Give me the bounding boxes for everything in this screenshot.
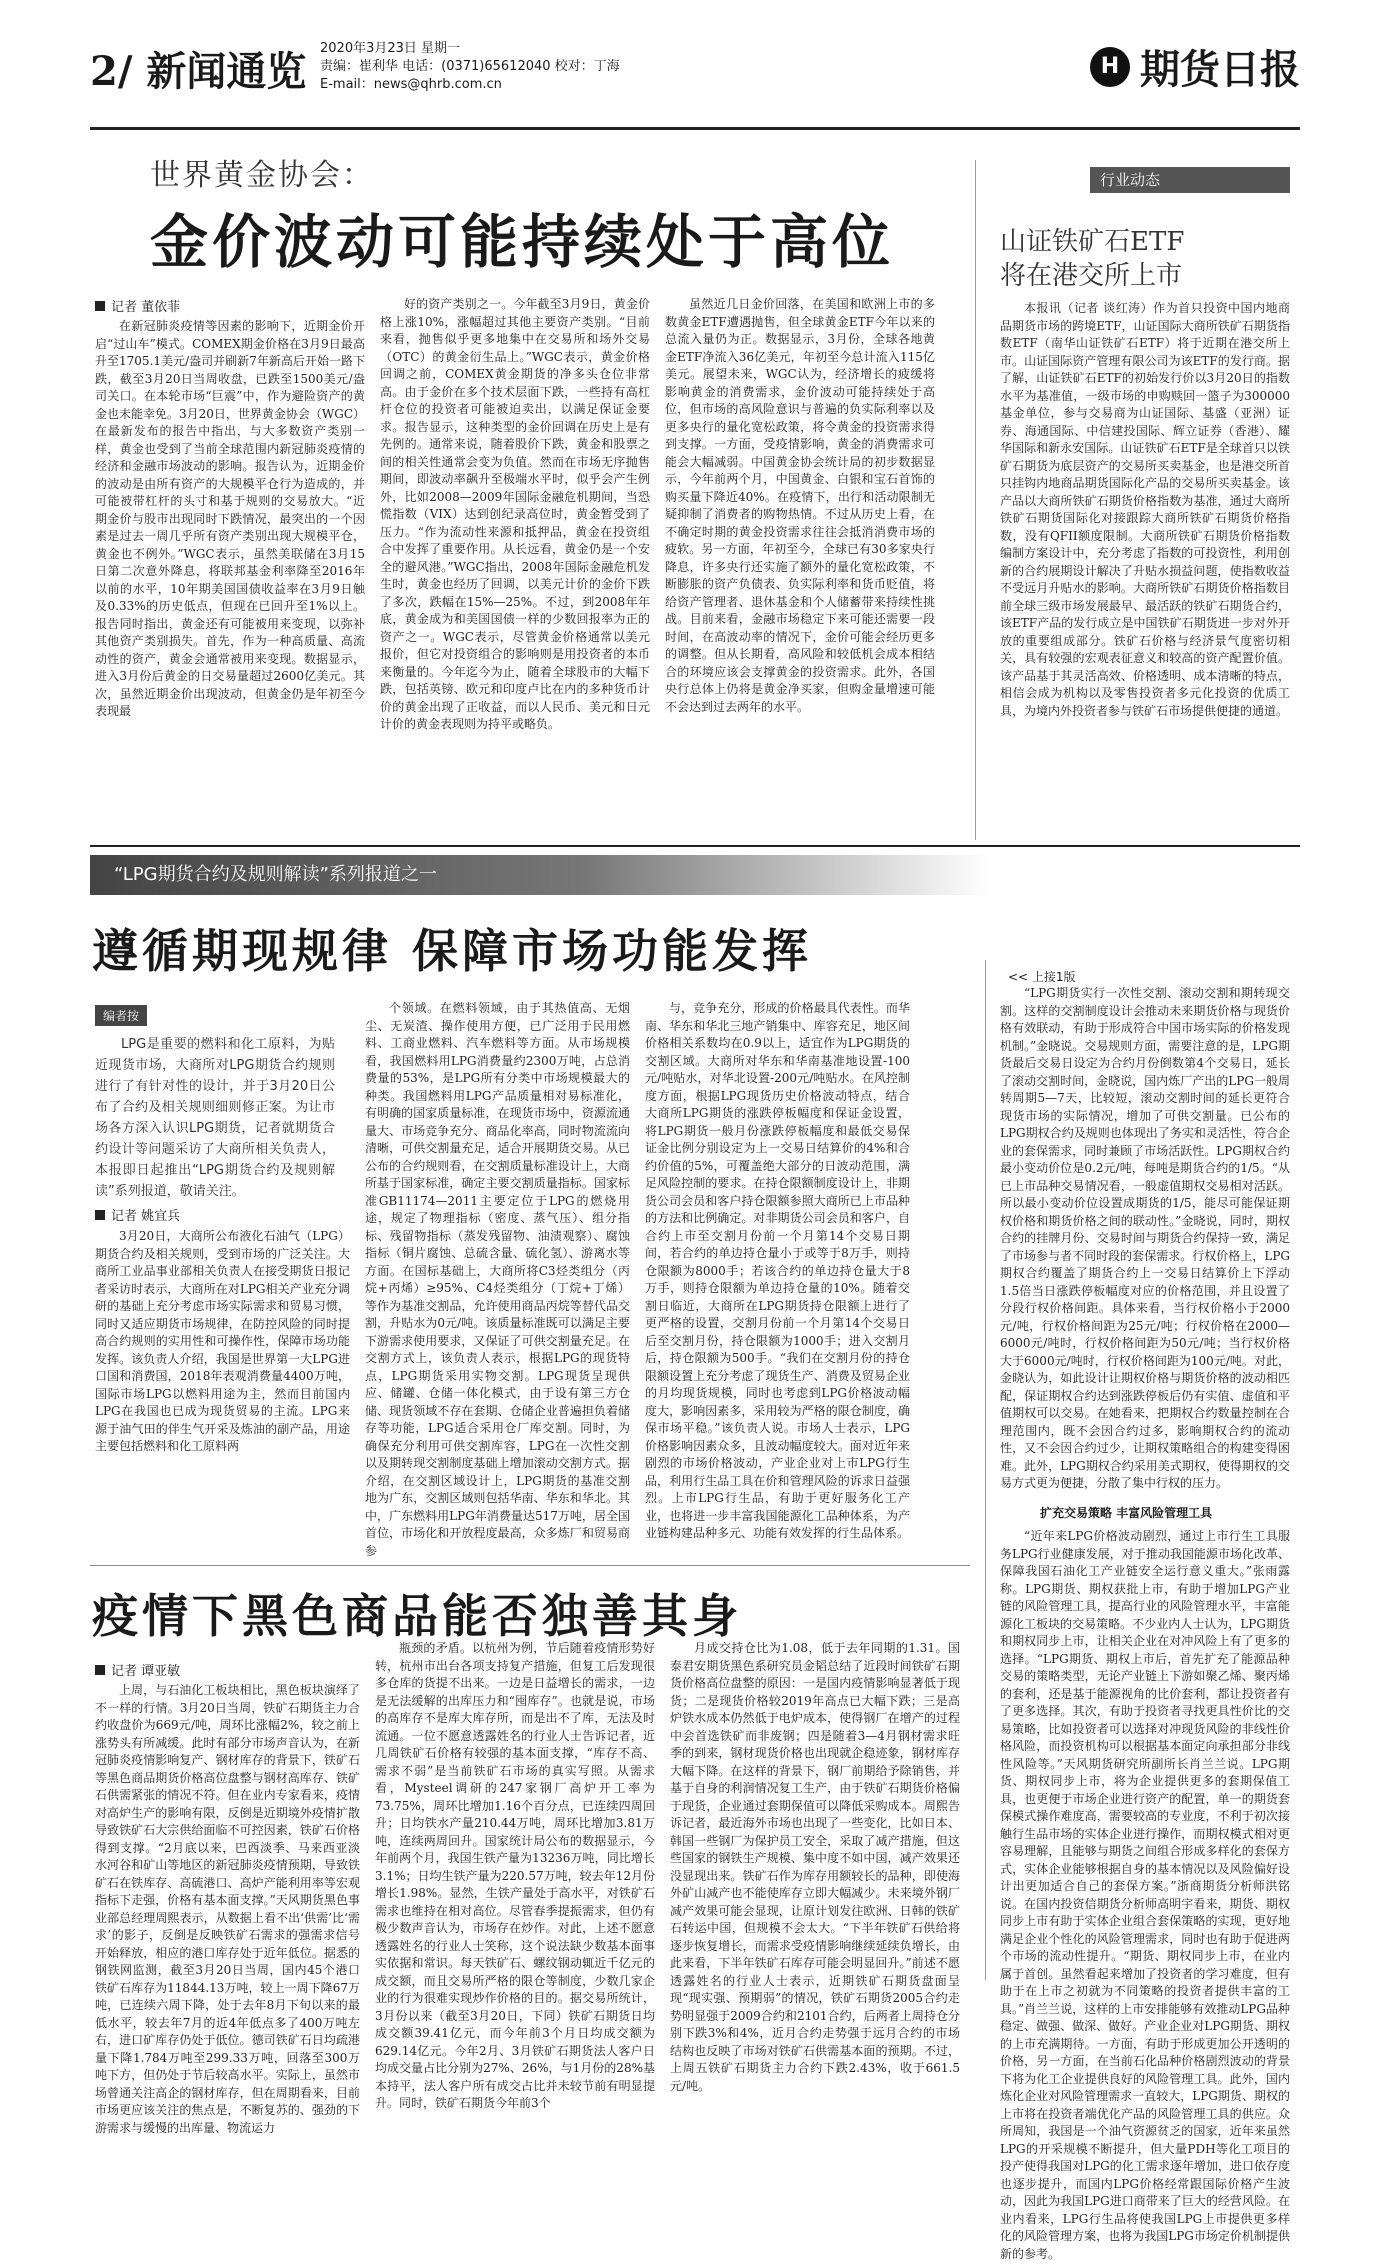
article1-headline: 金价波动可能持续处于高位 <box>150 208 895 276</box>
article2-column-4: “LPG期货实行一次性交割、滚动交割和期转现交割。这样的交割制度设计会推动未来期货价格与现货价格有效联动，有助于形成符合中国市场实际的价格发现机制。”金晓说。交易规则方面，需要注意的是，LPG期货最后交易日设定为合约月份倒数第4个交易日，延长了滚动交割时间，金晓说，国内炼厂产出的LPG一般周转周期5—7天，比较短，滚动交割时间的延长更符合现货市场的实际情况，增加了可供交割量。已公布的LPG期权合约及规则也体现出了务实和灵活性，符合企业的套保需求，同时兼顾了市场活跃性。LPG期权合约最小变动价位是0.2元/吨，每吨是期货合约的1/5。“从已上市品种交易情况看，一般虚值期权交易相对活跃。所以最小变动价位设置成期货的1/5，能尽可能保证期权价格和期货价格之间的联动性。”金晓说，同时，期权合约的挂牌月份、交易时间与期货合约保持一致，满足了市场参与者不同时段的套保需求。行权价格上，LPG期权合约覆盖了期货合约上一交易日结算价上下浮动1.5倍当日涨跌停板幅度对应的价格范围，并且设置了分段行权价格间距。具体来看，当行权价格小于2000元/吨，行权价格间距为25元/吨；行权价格在2000—6000元/吨时，行权价格间距为50元/吨；当行权价格大于6000元/吨时，行权价格间距为100元/吨。对此，金晓认为，如此设计让期权价格与期货价格的波动相匹配，保证期权合约达到涨跌停板后仍有实值、虚值和平值期权可以交易。在她看来，把期权合约数量控制在合理范围内，既不会因合约过多，影响期权合约的流动性，又不会因合约过少，让期权策略组合的构建变得困难。此外，LPG期权合约采用美式期权，使得期权的交易方式更为便捷，分散了集中行权的压力。 <box>1000 986 1290 1490</box>
continued-from-page-1: << 上接1版 <box>1008 970 1076 984</box>
sidebar-title: 山证铁矿石ETF 将在港交所上市 <box>1000 227 1185 291</box>
article1-column-2: 好的资产类别之一。今年截至3月9日，黄金价格上涨10%，涨幅超过其他主要资产类别。“目前来看，抛售似乎更多地集中在交易所和场外交易（OTC）的黄金衍生品上。”WGC表示，黄金价格回调之前，COMEX黄金期货的净多头仓位非常高。由于金价在多个技术层面下跌，一些持有高杠杆仓位的投资者可能被迫卖出，以满足保证金要求。报告显示，这种类型的金价回调在历史上是有先例的。通常来说，随着股价下跌，黄金和股票之间的相关性通常会变为负值。然而在市场无序抛售期间，即波动率飙升至极端水平时，似乎会产生例外，比如2008—2009年国际金融危机期间，当恐慌指数（VIX）达到创纪录高位时，黄金暂受到了压力。“作为流动性来源和抵押品，黄金在投资组合中发挥了重要作用。从长远看，黄金仍是一个安全的避风港。”WGC指出，2008年国际金融危机发生时，黄金也经历了回调，以美元计价的金价下跌了多次，跌幅在15%—25%。不过，到2008年年底，黄金成为和美国国债一样的少数回报率为正的资产之一。WGC表示，尽管黄金价格通常以美元报价，但它对投资组合的影响则是用投资者的本币来衡量的。今年迄今为止，随着全球股市的大幅下跌，包括英镑、欧元和印度卢比在内的多种货币计价的黄金出现了正收益，而以人民币、美元和日元计价的黄金表现则为持平或略负。 <box>380 297 650 731</box>
article3-headline: 疫情下黑色商品能否独善其身 <box>92 1589 742 1643</box>
article2-column-5: “近年来LPG价格波动剧烈，通过上市行生工具服务LPG行业健康发展，对于推动我国能源市场化改革、保障我国石油化工产业链安全运行意义重大。”张雨露称。LPG期货、期权获批上市，有助于增加LPG产业链的风险管理工具，提高行业的风险管理水平，丰富能源化工板块的交易策略。不少业内人士认为，LPG期货和期权同步上市，让相关企业在对冲风险上有了更多的选择。“LPG期货、期权上市后，首先扩充了能源品种交易的策略类型，无论产业链上下游如聚乙烯、聚丙烯的套利，还是基于能源视角的比价套利，都让投资者有了更多选择。其次，有助于投资者寻找更具性价比的交易策略，比如投资者可以选择对冲现货风险的非线性价格风险，而投资机构可以根据基本面定向承担部分非线性风险等。”天风期货研究所副所长肖兰兰说。LPG期货、期权同步上市，将为企业提供更多的套期保值工具，也更便于市场企业进行资产的配置，单一的期货套保模式操作难度高，需要较高的专业度，不利于初次接触行生品市场的实体企业进行操作，而期权模式相对更容易理解，且能够与期货之间组合形成多样化的套保方式，实体企业能够根据自身的基本情况以及风险偏好设计出更加适合自己的套保方案。”浙商期货分析师洪铭说。在国内投资信期货分析师高明宇看来，期货、期权同步上市有助于实体企业组合套保策略的实现，更好地满足企业个性化的风险管理需求，同时也有助于促进两个市场的流动性提升。“期货、期权同步上市，在业内属于首创。虽然看起来增加了投资者的学习难度，但有助于在上市之初就为不同策略的投资者提供丰富的工具。”肖兰兰说，这样的上市安排能够有效推动LPG品种稳定、做强、做深、做好。产业企业对LPG期货、期权的上市充满期待。一方面，有助于形成更加公开透明的价格，另一方面，在当前石化品种价格剧烈波动的背景下将为化工企业提供良好的风险管理工具。此外，国内炼化企业对风险管理需求一直较大，LPG期货、期权的上市将在投资者端优化产品的风险管理工具的供应。众所周知，我国是一个油气资源贫乏的国家，近年来虽然LPG的开采规模不断提升，但大量PDH等化工项目的投产使得我国对LPG的化工需求逐年增加，进口依存度也逐步提升，而国内LPG价格经常跟国际价格产生波动，因此为我国LPG进口商带来了巨大的经营风险。在业内看来，LPG行生品将使我国LPG上市提供更多样化的风险管理方案，也将为我国LPG市场定价机制提供新的参考。 <box>1000 1529 1290 2261</box>
page-section-label: 2/ 新闻通览 <box>90 48 307 95</box>
article1-kicker: 世界黄金协会： <box>150 158 374 193</box>
logo-mark-icon: H <box>1090 47 1130 87</box>
section-rule <box>90 845 1300 847</box>
paper-logo <box>1090 38 1300 95</box>
sidebar-divider <box>975 160 976 840</box>
right-column-divider <box>985 960 986 1980</box>
article2-byline: 记者 姚宜兵 <box>95 1205 180 1224</box>
editor-tag: 编者按 <box>95 1005 147 1026</box>
article1-column-1: 在新冠肺炎疫情等因素的影响下，近期金价开启“过山车”模式。COMEX期金价格在3月9日最高升至1705.1美元/盎司并刷新7年新高后开始一路下跌，截至3月20日当周收盘，已跌至1500美元/盎司关口。在本轮市场“巨震”中，作为避险资产的黄金也未能幸免。3月20日，世界黄金协会（WGC）在最新发布的报告中指出，与大多数资产类别一样，黄金也受到了当前全球范围内新冠肺炎疫情的经济和金融市场波动的影响。报告认为，近期金价的波动是由所有资产的大规模平仓行为造成的，并可能被带杠杆的头寸和基于规则的交易放大。“近期金价与股市出现同时下跌情况，最突出的一个因素是过去一周几乎所有资产类别出现大规模平仓，黄金也不例外。”WGC表示，虽然美联储在3月15日第二次意外降息，将联邦基金利率降至2016年以前的水平，10年期美国国债收益率在3月9日触及0.33%的历史低点，但现在已回升至1%以上。报告同时指出，黄金还有可能被用来变现，以弥补其他资产类别损失。首先，作为一种高质量、高流动性的资产，黄金会通常被用来变现。数据显示，进入3月份后黄金的日交易量超过2600亿美元。其次，虽然近期金价出现波动，但黄金仍是年初至今表现最 <box>95 319 366 718</box>
article3-top-rule <box>90 1565 970 1566</box>
editor-note-box <box>95 1005 335 1199</box>
email-line: E-mail：news@qhrb.com.cn <box>320 77 502 92</box>
article1-column-3: 虽然近几日金价回落，在美国和欧洲上市的多数黄金ETF遭遇抛售，但全球黄金ETF今年以来的总流入量仍为正。数据显示，3月份，全球各地黄金ETF净流入36亿美元，年初至今总计流入115亿美元。展望未来，WGC认为，经济增长的疲缓将影响黄金的消费需求，金价波动可能持续处于高位，但市场的高风险意识与普遍的负实际利率以及更多央行的量化宽松政策，将令黄金的投资需求得到支撑。一方面，受疫情影响，黄金的消费需求可能会大幅减弱。中国黄金协会统计局的初步数据显示，今年前两个月，中国黄金、白银和宝石首饰的购买量下降近40%。在疫情下，出行和活动限制无疑抑制了消费者的购物热情。不过从历史上看，在不确定时期的黄金投资需求往往会抵消消费市场的疲软。另一方面，年初至今，全球已有30多家央行降息，许多央行还实施了额外的量化宽松政策，不断膨胀的资产负债表、负实际利率和货币贬值，将给资产管理者、退休基金和个人储蓄带来持续性挑战。目前来看，金融市场稳定下来可能还需要一段时间，在高波动率的情况下，金价可能会经历更多的调整。但从长期看，高风险和较低机会成本相结合的环境应该会支撑黄金的投资需求。此外，各国央行总体上仍将是黄金净买家，但购金量增速可能不会达到过去两年的水平。 <box>665 297 935 714</box>
series-banner: “LPG期货合约及规则解读”系列报道之一 <box>90 855 990 895</box>
article2-column-2: 个领域。在燃料领域，由于其热值高、无烟尘、无炭渣、操作使用方便，已广泛用于民用燃料、工商业燃料、汽车燃料等方面。从市场规模看，我国燃料用LPG消费量约2300万吨，占总消费量的53%，是LPG所有分类中市场规模最大的种类。我国燃料用LPG产品质量相对易标准化，有明确的国家质量标准，在现货市场中，资源流通量大、市场竞争充分、商品化率高，同时物流流向清晰，可供交割量充足，适合开展期货交易。从已公布的合约规则看，在交割质量标准设计上，大商所基于国家标准，确定主要交割质量指标。国家标准GB11174—2011主要定位于LPG的燃烧用途，规定了物理指标（密度、蒸气压）、组分指标、残留物指标（蒸发残留物、油渍观察）、腐蚀指标（铜片腐蚀、总硫含量、硫化氢）、游离水等方面。在国标基础上，大商所将C3烃类组分（丙烷+丙烯）≥95%、C4烃类组分（丁烷+丁烯）等作为基准交割品，允许使用商品丙烷等替代品交割，升贴水为0元/吨。该质量标准既可以满足主要下游需求使用要求，又保证了可供交割量充足。在交割方式上，该负责人表示，根据LPG的现货特点，LPG期货采用实物交割。LPG现货呈现供应、储罐、仓储一体化模式，由于设有第三方仓储、现货领域不存在套期、仓储企业普遍担负着储存等功能，LPG适合采用仓厂库交割。同时，为确保充分利用可供交割库容，LPG在一次性交割以及期转现交割制度基础上增加滚动交割方式。据介绍，在交割区域设计上，LPG期货的基准交割地为广东，交割区域则包括华南、华东和华北。其中，广东燃料用LPG年消费量达517万吨，居全国首位，市场化和开放程度最高，众多炼厂和贸易商参 <box>365 1001 630 1558</box>
section-name: 新闻通览 <box>146 48 307 95</box>
article3-column-3: 月成交持仓比为1.08，低于去年同期的1.31。国泰君安期货黑色系研究员金韬总结了近段时间铁矿石期货价格高位盘整的原因：一是国内疫情影响显著低于现货；二是现货价格较2019年高点已大幅下跌；三是高炉铁水成本仍然低于电炉成本，使得钢厂在增产的过程中会首选铁矿而非废钢；四是随着3—4月钢材需求旺季的到来，钢材现货价格也出现就企稳迹象，钢材库存大幅下降。在这样的背景下，钢厂前期给予除销售，并基于自身的利润情况复工生产，由于铁矿石期货价格偏于现货，企业通过套期保值可以降低采购成本。周熙告诉记者，最近海外市场也出现了一些变化，比如日本、韩国一些钢厂为保护员工安全，采取了减产措施，但这些国家的钢铁生产规模、集中度不如中国，减产效果还没显现出来。铁矿石作为库存用额较长的品种，即使海外矿山减产也不能使库存立即大幅减少。未来境外钢厂减产效果可能会显现，让原计划发往欧洲、日韩的铁矿石转运中国，但规模不会太大。“下半年铁矿石供给将逐步恢复增长，而需求受疫情影响继续延续负增长，由此来看，下半年铁矿石库存可能会明显回升。”前述不愿透露姓名的行业人士表示，近期铁矿石期货盘面呈现“现实强、预期弱”的情况，铁矿石期货2005合约走势明显强于2009合约和2101合约，后两者上周持仓分别下跌3%和4%，近月合约走势强于远月合约的市场结构也反映了市场对铁矿石供需基本面的预期。不过，上周五铁矿石期货主力合约下跌2.43%，收于661.5元/吨。 <box>670 1641 960 2093</box>
editor-note-text: LPG是重要的燃料和化工原料，为贴近现货市场，大商所对LPG期货合约规则进行了有针对性的设计，并于3月20日公布了合约及相关规则细则修正案。为让市场各方深入认识LPG期货，记者就期货合约设计等问题采访了大商所相关负责人，本报即日起推出“LPG期货合约及规则解读”系列报道，敬请关注。 <box>95 1037 335 1199</box>
article1-byline: 记者 董依菲 <box>95 296 180 315</box>
masthead <box>90 30 1300 130</box>
masthead-meta <box>320 40 620 94</box>
article3-byline: 记者 谭亚敏 <box>95 1660 180 1679</box>
article2-subhead: 扩充交易策略 丰富风险管理工具 <box>1040 1506 1213 1520</box>
article2-headline: 遵循期现规律 保障市场功能发挥 <box>92 924 813 978</box>
date-line: 2020年3月23日 星期一 <box>320 41 461 56</box>
sidebar-tag: 行业动态 <box>1090 167 1290 193</box>
article2-column-1: 3月20日，大商所公布液化石油气（LPG）期货合约及相关规则，受到市场的广泛关注。大商所工业品事业部相关负责人在接受期货日报记者采访时表示，大商所在对LPG相关产业充分调研的基础上充分考虑市场实际需求和贸易习惯，同时又适应期货市场规律，在防控风险的同时提高合约规则的实用性和可操作性，保障市场功能发挥。该负责人介绍，我国是世界第一大LPG进口国和消费国，2018年表观消费量4400万吨，国际市场LPG以燃料用途为主，然而目前国内LPG在我国也已成为现货贸易的主流。LPG来源于油气田的伴生气开采及炼油的副产品，用途主要包括燃料和化工原料两 <box>95 1229 350 1453</box>
paper-name: 期货日报 <box>1140 46 1300 93</box>
article3-column-1: 上周，与石油化工板块相比，黑色板块演绎了不一样的行情。3月20日当周，铁矿石期货主力合约收盘价为669元/吨，周环比涨幅2%，较之前上涨势头有所减缓。此时有部分市场声音认为，在新冠肺炎疫情影响复产、钢材库存的背景下，铁矿石等黑色商品期货价格高位盘整与钢材高库存、铁矿石供需紧张的情况不符。但在业内专家看来，疫情对高炉生产的影响有限，反倒是近期境外疫情扩散导致铁矿石大宗供给面临不可控因素，铁矿石价格得到支撑。“2月底以来，巴西淡季、马来西亚淡水河谷和矿山等地区的新冠肺炎疫情预期，导致铁矿石在铁库存、高硫港口、高炉产能利用率等宏观指标下走强，价格有基本面支撑。”天风期货黑色事业部总经理周熙表示，从数据上看不出‘供需’比‘需求’的影子，反倒是反映铁矿石需求的强需求信号开始释放，相应的港口库存处于近年低位。据悉的钢铁网监测，截至3月20日当周，国内45个港口铁矿石库存为11844.13万吨，较上一周下降67万吨，已连续六周下降，处于去年8月下旬以来的最低水平，较去年7月的近4年低点多了400万吨左右，进口矿库存仍处于低位。德司铁矿石日均疏港量下降1.784万吨至299.33万吨，回落至300万吨下方，但仍处于节后较高水平。实际上，虽然市场曾通关注高企的钢材库存，但在周期看来，目前市场更应该关注的焦点是，不断复苏的、强劲的下游需求与缓慢的出库量、物流运力 <box>95 1683 360 2135</box>
editor-line: 责编：崔利华 电话：(0371)65612040 校对：丁海 <box>320 59 620 74</box>
sidebar-body: 本报讯（记者 谈红涛）作为首只投资中国内地商品期货市场的跨境ETF，山证国际大商所铁矿石期货指数ETF（南华山证铁矿石ETF）将于近期在港交所上市。山证国际资产管理有限公司为该ETF的发行商。据了解，山证铁矿石ETF的初始发行价以3月20日的指数水平为基准值，一级市场的申购赎回一篮子为300000基金单位，参与交易商为山证国际、基盛（亚洲）证券、海通国际、中信建投国际、辉立证券（香港）、耀华国际和新永安国际。山证铁矿石ETF是全球首只以铁矿石期货为底层资产的交易所买卖基金，也是港交所首只挂钩内地商品期货国际化产品的交易所买卖基金。该产品以大商所铁矿石期货价格指数为基准，通过大商所铁矿石期货国际化对接跟踪大商所铁矿石期货价格指数，没有QFII额度限制。大商所铁矿石期货价格指数编制方案设计中，充分考虑了指数的可投资性，利用创新的合约展期设计解决了升贴水损益问题，使指数收益不受远月升贴水的影响。大商所铁矿石期货价格指数目前全球三级市场发展最早、最活跃的铁矿石期货合约，该ETF产品的发行成立是中国铁矿石期货进一步对外开放的重要组成部分。铁矿石价格与经济景气度密切相关，具有较强的宏观表征意义和较高的资产配置价值。该产品基于其灵活高效、价格透明、成本清晰的特点，相信会成为机构以及零售投资者多元化投资的优质工具，为境内外投资者参与铁矿石市场提供便捷的通道。 <box>1000 301 1290 718</box>
article3-column-2: 瓶颈的矛盾。以杭州为例，节后随着疫情形势好转，杭州市出台各项支持复产措施，但复工后发现很多仓库的货提不出来。一边是日益增长的需求，一边是无法缓解的出库压力和“囤库存”。也就是说，市场的高库存不是库大库存所，而是出不了库，无法及时流通。一位不愿意透露姓名的行业人士告诉记者，近几周铁矿石价格有较强的基本面支撑，“库存不高、需求不弱”是当前铁矿石市场的真实写照。从需求看，Mysteel调研的247家钢厂高炉开工率为73.75%，周环比增加1.16个百分点，已连续四周回升；日均铁水产量210.44万吨，周环比增加3.81万吨，连续两周回升。国家统计局公布的数据显示，今年前两个月，我国生铁产量为13236万吨，同比增长3.1%；日均生铁产量为220.57万吨，较去年12月份增长1.98%。显然，生铁产量处于高水平，对铁矿石需求也维持在相对高位。尽管春季提振需求，但仍有极少数声音认为，市场存在炒作。对此，上述不愿意透露姓名的行业人士笑称，这个说法缺少数基本面事实依据和常识。每天铁矿石、螺纹钢动辄近千亿元的成交额，而且交易所严格的限仓等制度，少数几家企业的行为很难实现炒作价格的目的。据交易所统计，3月份以来（截至3月20日，下同）铁矿石期货日均成交额39.41亿元，而今年前3个月日均成交额为629.14亿元。今年2月、3月铁矿石期货法人客户日均成交量占比分别为27%、26%，与1月份的28%基本持平，法人客户所有成交占比并未较节前有明显提升。同时，铁矿石期货今年前3个 <box>375 1641 655 2110</box>
article2-column-3: 与，竞争充分，形成的价格最具代表性。而华南、华东和华北三地产销集中、库容充足，地区间价格相关系数均在0.9以上，适宜作为LPG期货的交割区域。大商所对华东和华南基准地设置-100元/吨贴水，对华北设置-200元/吨贴水。在风控制度方面，根据LPG现货历史价格波动特点，结合大商所LPG期货的涨跌停板幅度和保证金设置，将LPG期货一般月份涨跌停板幅度和最低交易保证金比例分别设定为上一交易日结算价的4%和合约价值的5%，可覆盖绝大部分的日波动范围，满足风险控制的要求。在持仓限额制度设计上，非期货公司会员和客户持仓限额参照大商所已上市品种的方法和比例确定。对非期货公司会员和客户，自合约上市至交割月份前一个月第14个交易日期间，若合约的单边持仓量小于或等于8万手，则持仓限额为8000手；若该合约的单边持仓量大于8万手，则持仓限额为单边持仓量的10%。随着交割日临近，大商所在LPG期货持仓限额上进行了更严格的设置，交割月份前一个月第14个交易日后至交割月份，持仓限额为1000手；进入交割月后，持仓限额为500手。“我们在交割月份的持仓限额设置上充分考虑了现货生产、消费及贸易企业的月均现货规模，同时也考虑到LPG价格波动幅度大，影响因素多，采用较为严格的限仓制度，确保市场平稳。”该负责人说。市场人士表示，LPG价格影响因素众多，且波动幅度较大。面对近年来剧烈的市场价格波动，产业企业对上市LPG行生品，利用行生品工具在价和管理风险的诉求日益强烈。上市LPG行生品，有助于更好服务化工产业，也将进一步丰富我国能源化工品种体系，为产业链构建品种多元、功能有效发挥的行生品体系。 <box>645 1001 910 1540</box>
page-number: 2 <box>90 48 118 95</box>
